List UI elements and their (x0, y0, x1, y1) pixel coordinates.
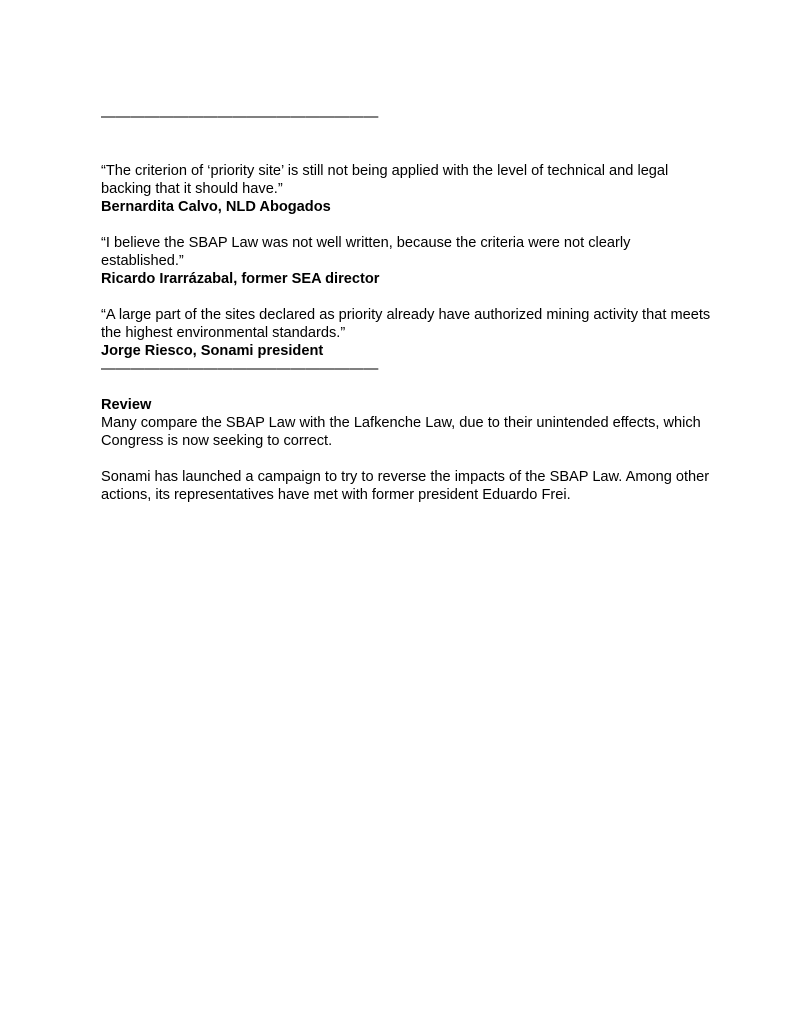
spacer (101, 288, 711, 306)
spacer (101, 126, 711, 144)
quote-block-1 (101, 162, 711, 216)
quote-text: “I believe the SBAP Law was not well written, because the criteria were not clearly established.” (101, 235, 631, 269)
spacer (101, 378, 711, 396)
quote-text: “The criterion of ‘priority site’ is still not being applied with the level of technical and legal backing that it should have.” (101, 163, 669, 197)
quote-block-2 (101, 234, 711, 288)
quote-text: “A large part of the sites declared as priority already have authorized mining activity that meets the highest environmental standards.” (101, 307, 711, 341)
document-body (101, 108, 711, 504)
divider-top: ——————————————————— (101, 109, 379, 125)
quote-attribution: Ricardo Irarrázabal, former SEA director (101, 271, 380, 287)
spacer (101, 144, 711, 162)
divider-bottom: ——————————————————— (101, 361, 379, 377)
review-heading: Review (101, 397, 152, 413)
spacer (101, 450, 711, 468)
review-section (101, 396, 711, 504)
quote-block-3 (101, 306, 711, 360)
review-paragraph: Sonami has launched a campaign to try to reverse the impacts of the SBAP Law. Among other actions, its representatives have met with former president Eduardo Frei. (101, 469, 710, 503)
review-paragraph: Many compare the SBAP Law with the Lafkenche Law, due to their unintended effects, which Congress is now seeking to correct. (101, 415, 701, 449)
quote-attribution: Bernardita Calvo, NLD Abogados (101, 199, 331, 215)
quote-attribution: Jorge Riesco, Sonami president (101, 343, 324, 359)
spacer (101, 216, 711, 234)
